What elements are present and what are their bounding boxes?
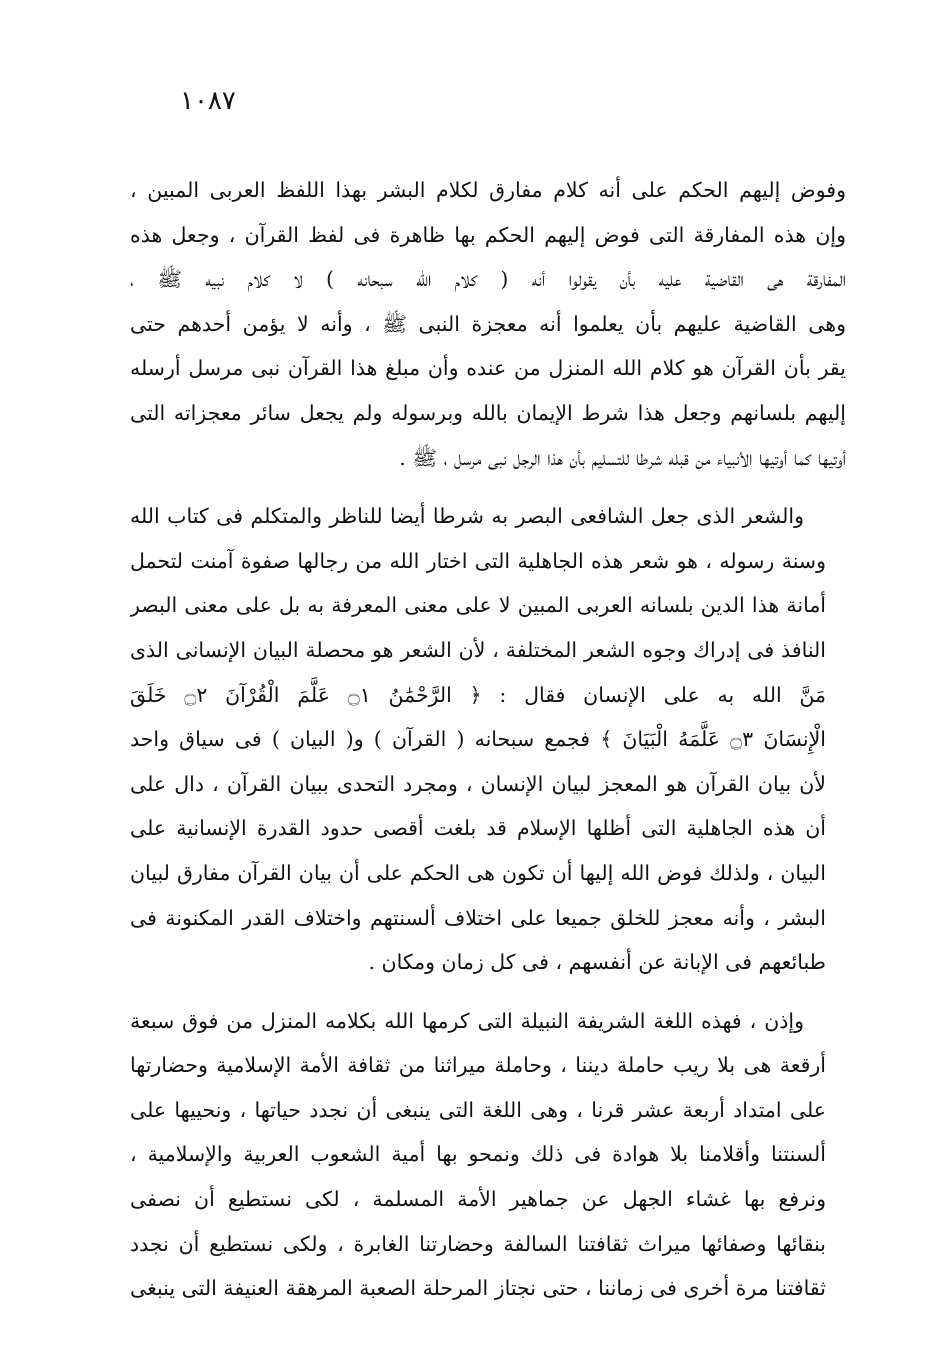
text-line: البشر ، وأنه معجز للخلق جميعا على اختلاف ألسنتهم واختلاف القدر المكنونة فى <box>130 905 826 930</box>
quran-verse-line: الْإِنسَانَ ۝٣ عَلَّمَهُ الْبَيَانَ ﴾ فجمع سبحانه ( القرآن ) و( البيان ) فى سياق واحد <box>130 727 826 752</box>
text-line: أمانة هذا الدين بلسانه العربى المبين لا على معنى المعرفة به بل على معنى البصر <box>130 593 826 618</box>
body-text <box>130 168 846 1311</box>
text-line: أوتيها كما أوتيها الأنبياء من قبله شرطا للتسليم بأن هذا الرجل نبى مرسل ، ﷺ . <box>399 445 846 470</box>
text-line: إليهم بلسانهم وجعل هذا شرط الإيمان بالله وبرسوله ولم يجعل سائر معجزاته التى <box>130 400 846 425</box>
text-line: ألسنتنا وأقلامنا بلا هوادة فى ذلك ونمحو بها أمية الشعوب العربية والإسلامية ، <box>130 1142 826 1167</box>
paragraph-2 <box>130 494 846 985</box>
text-line: ثقافتنا مرة أخرى فى زماننا ، حتى نجتاز المرحلة الصعبة المرهقة العنيفة التى ينبغى <box>130 1276 826 1301</box>
text-line: لأن بيان القرآن هو المعجز لبيان الإنسان ، ومجرد التحدى ببيان القرآن ، دال على <box>130 771 826 796</box>
text-line: والشعر الذى جعل الشافعى البصر به شرطا أيضا للناظر والمتكلم فى كتاب الله <box>130 504 804 529</box>
text-line: النافذ فى إدراك وجوه الشعر المختلفة ، لأن الشعر هو محصلة البيان الإنسانى الذى <box>130 637 826 662</box>
text-line: بنقائها وصفائها ميراث ثقافتنا السالفة وحضارتنا الغابرة ، ولكى نستطيع أن نجدد <box>130 1231 826 1256</box>
text-line: وهى القاضية عليهم بأن يعلموا أنه معجزة النبى ﷺ ، وأنه لا يؤمن أحدهم حتى <box>130 311 846 336</box>
text-line: وإن هذه المفارقة التى فوض إليهم الحكم بها ظاهرة فى لفظ القرآن ، وجعل هذه <box>130 222 846 247</box>
text-line: البيان ، ولذلك فوض الله إليها أن تكون هى الحكم على أن بيان القرآن مفارق لبيان <box>130 860 826 885</box>
text-line: على امتداد أربعة عشر قرنا ، وهى اللغة التى ينبغى أن نجدد حياتها ، ونحييها على <box>130 1097 826 1122</box>
text-line: وفوض إليهم الحكم على أنه كلام مفارق لكلام البشر بهذا اللفظ العربى المبين ، <box>130 178 846 202</box>
text-line: طبائعهم فى الإبانة عن أنفسهم ، فى كل زمان ومكان . <box>368 950 826 975</box>
page-number: ١٠٨٧ <box>180 86 236 116</box>
text-line: ونرفع بها غشاء الجهل عن جماهير الأمة المسلمة ، لكى نستطيع أن نصفى <box>130 1187 826 1212</box>
text-line: وإذن ، فهذه اللغة الشريفة النبيلة التى كرمها الله بكلامه المنزل من فوق سبعة <box>130 1008 804 1033</box>
text-line: المفارقة هى القاضية عليه بأن يقولوا أنه ( كلام الله سبحانه ) لا كلام نبيه ﷺ ، <box>130 267 846 292</box>
text-line: أن هذه الجاهلية التى أظلها الإسلام قد بلغت أقصى حدود القدرة الإنسانية على <box>130 816 826 841</box>
text-line: وسنة رسوله ، هو شعر هذه الجاهلية التى اختار الله من رجالها صفوة آمنت لتحمل <box>130 548 826 573</box>
paragraph-1 <box>130 168 846 480</box>
text-line: أرقعة هى بلا ريب حاملة ديننا ، وحاملة ميراثنا من ثقافة الأمة الإسلامية وحضارتها <box>130 1053 826 1078</box>
paragraph-3 <box>130 999 846 1311</box>
text-line: يقر بأن القرآن هو كلام الله المنزل من عنده وأن مبلغ هذا القرآن نبى مرسل أرسله <box>130 356 846 381</box>
quran-verse-line: مَنَّ الله به على الإنسان فقال : ﴿ الرَّحْمَٰنُ ۝١ عَلَّمَ الْقُرْآنَ ۝٢ خَلَقَ <box>130 682 826 707</box>
